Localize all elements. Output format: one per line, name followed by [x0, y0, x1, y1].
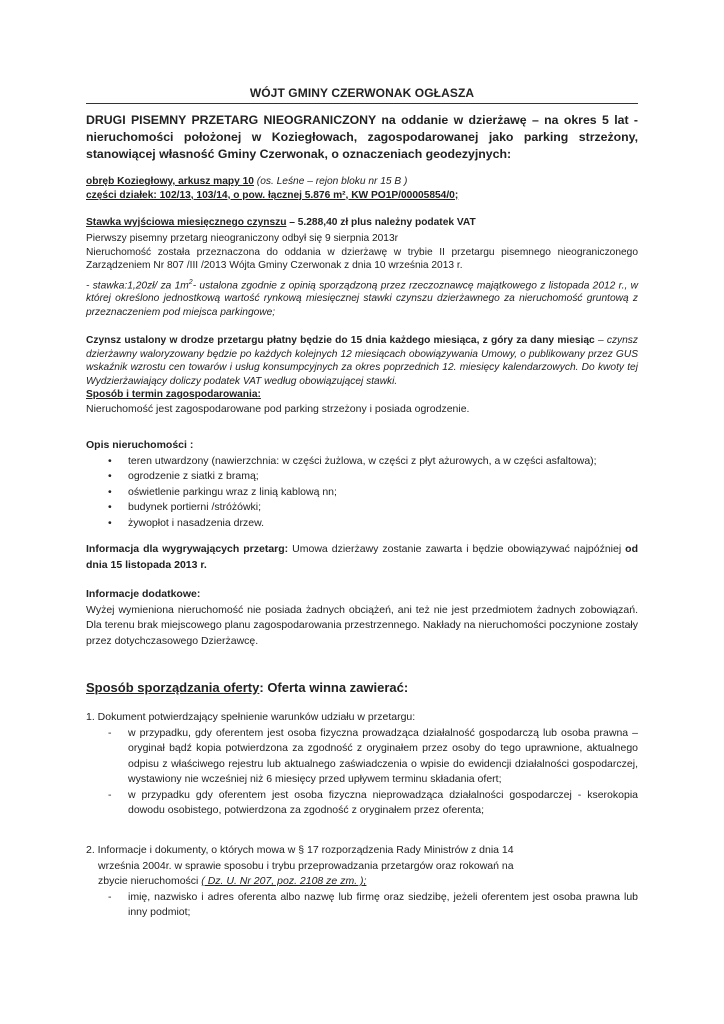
offer-item-2-line-3	[86, 874, 638, 890]
payment-paragraph	[86, 334, 638, 388]
location-block	[86, 175, 638, 202]
title-divider	[86, 103, 638, 104]
intro-block	[86, 232, 638, 319]
rate-label: Stawka wyjściowa miesięcznego czynszu	[86, 217, 287, 228]
payment-terms: Czynsz ustalony w drodze przetargu płatny będzie do 15 dnia każdego miesiąca, z góry za dany miesiąc	[86, 335, 595, 346]
offer-section-heading	[86, 680, 638, 695]
rate-line	[86, 216, 638, 230]
rate-note-part-b: - ustalona zgodnie z opinią sporządzoną przez rzeczoznawcę majątkowego z listopada 2012 r., w której określono jednostkową wartość rynkową miesięcznej stawki czynszu dzierżawnego za nieruchomość gruntową z przeznaczeniem pod miejsca parkingowe;	[86, 279, 638, 318]
additional-text: Wyżej wymieniona nieruchomość nie posiada żadnych obciążeń, ani też nie jest przedmiotem żadnych zobowiązań. Dla terenu brak miejscowego planu zagospodarowania przestrzennego. Nakłady na nieruchomości poczynione zostały przez dotychczasowego Dzierżawcę.	[86, 603, 638, 647]
winners-date: od dnia 15 listopada 2013 r.	[86, 543, 638, 571]
list-item: • oświetlenie parkingu wraz z linią kablową nn;	[106, 485, 638, 501]
page-title: WÓJT GMINY CZERWONAK OGŁASZA	[249, 86, 475, 100]
offer-label-rest: : Oferta winna zawierać:	[259, 680, 409, 695]
offer-item-1-title: 1. Dokument potwierdzający spełnienie warunków udziału w przetargu:	[86, 711, 416, 723]
location-parcels: części działek: 102/13, 103/14, o pow. łącznej 5.876 m², KW PO1P/00005854/0;	[86, 189, 459, 201]
list-item: - imię, nazwisko i adres oferenta albo nazwę lub firmę oraz siedzibę, jeżeli oferentem jest osoba prawna lub inny podmiot;	[108, 890, 638, 921]
additional-label: Informacje dodatkowe:	[86, 588, 201, 600]
additional-block	[86, 587, 638, 649]
offer-item-2-list	[86, 890, 638, 921]
payment-indexation: – czynsz dzierżawny waloryzowany będzie po każdych kolejnych 12 miesiącach obowiązywania Umowy, o publikowany przez GUS wskaźnik wzrostu cen towarów i usług konsumpcyjnych za okres poprzednich 12. miesięcy kalendarzowych. Do kwoty tej Wydzierżawiający doliczy podatek VAT według obowiązującej stawki.	[86, 335, 638, 387]
description-block	[86, 438, 638, 531]
location-line-2	[86, 189, 638, 203]
announcement-heading: DRUGI PISEMNY PRZETARG NIEOGRANICZONY na oddanie w dzierżawę – na okres 5 lat - nieruchomości położonej w Koziegłowach, zagospodarowanej jako parking strzeżony, stanowiącej własność Gminy Czerwonak, o oznaczeniach geodezyjnych:	[86, 113, 638, 161]
location-line-1	[86, 175, 638, 189]
rate-value: – 5.288,40 zł plus należny podatek VAT	[286, 217, 476, 228]
rate-note-superscript: 2	[188, 278, 193, 286]
description-label-line	[86, 438, 638, 454]
list-item: - w przypadku gdy oferentem jest osoba fizyczna nieprowadząca działalności gospodarczej - kserokopia dowodu osobistego, potwierdzona za zgodność z oryginałem przez oferenta;	[108, 788, 638, 819]
intro-designation: Nieruchomość została przeznaczona do oddania w dzierżawę w trybie II przetargu pisemnego nieograniczonego Zarządzeniem Nr 807 /III /2013 Wójta Gminy Czerwonak z dnia 10 września 2013 r.	[86, 246, 638, 271]
list-item: • teren utwardzony (nawierzchnia: w części żużlowa, w części z płyt ażurowych, a w części asfaltowa);	[106, 454, 638, 470]
description-list	[86, 454, 638, 532]
additional-label-line	[86, 587, 638, 603]
offer-item-1	[86, 710, 638, 819]
offer-item-2-line-2: września 2004r. w sprawie sposobu i trybu przeprowadzania przetargów oraz rokowań na	[98, 859, 514, 872]
location-note: (os. Leśne – rejon bloku nr 15 B )	[253, 176, 408, 187]
payment-block	[86, 334, 638, 417]
description-label: Opis nieruchomości :	[86, 439, 194, 451]
winners-info	[86, 542, 638, 573]
list-item: • żywopłot i nasadzenia drzew.	[106, 516, 638, 532]
usage-text: Nieruchomość jest zagospodarowane pod parking strzeżony i posiada ogrodzenie.	[86, 402, 470, 415]
offer-item-2-citation: ( Dz. U. Nr 207, poz. 2108 ze zm. );	[201, 875, 367, 887]
list-item: - w przypadku, gdy oferentem jest osoba fizyczna prowadząca działalność gospodarczą lub osoba prawna – oryginał bądź kopia potwierdzona za zgodność z oryginałem przez osoby do tego uprawnione, aktualnego odpisu z właściwego rejestru lub aktualnego zaświadczenia o wpisie do ewidencji działalności gospodarczej, wystawiony nie wcześniej niż 6 miesięcy przed upływem terminu składania ofert;	[108, 726, 638, 788]
offer-item-1-list	[86, 726, 638, 819]
usage-label: Sposób i termin zagospodarowania:	[86, 389, 261, 400]
usage-heading	[86, 388, 638, 402]
rate-note	[86, 276, 638, 320]
offer-label: Sposób sporządzania oferty	[86, 680, 260, 695]
list-item: • ogrodzenie z siatki z bramą;	[106, 469, 638, 485]
winners-label: Informacja dla wygrywających przetarg:	[86, 543, 289, 555]
winners-text: Umowa dzierżawy zostanie zawarta i będzie obowiązywać najpóźniej	[288, 543, 626, 555]
intro-first-tender: Pierwszy pisemny przetarg nieograniczony odbył się 9 sierpnia 2013r	[86, 233, 399, 244]
rate-note-part-a: - stawka:1,20zł/ za 1m	[86, 279, 189, 291]
list-item: • budynek portierni /stróżówki;	[106, 500, 638, 516]
offer-item-2-line-1: 2. Informacje i dokumenty, o których mowa w § 17 rozporządzenia Rady Ministrów z dnia 14	[86, 844, 514, 856]
offer-item-2	[86, 843, 638, 921]
location-precinct: obręb Koziegłowy, arkusz mapy 10	[86, 176, 254, 187]
offer-item-2-text: zbycie nieruchomości	[98, 875, 202, 887]
